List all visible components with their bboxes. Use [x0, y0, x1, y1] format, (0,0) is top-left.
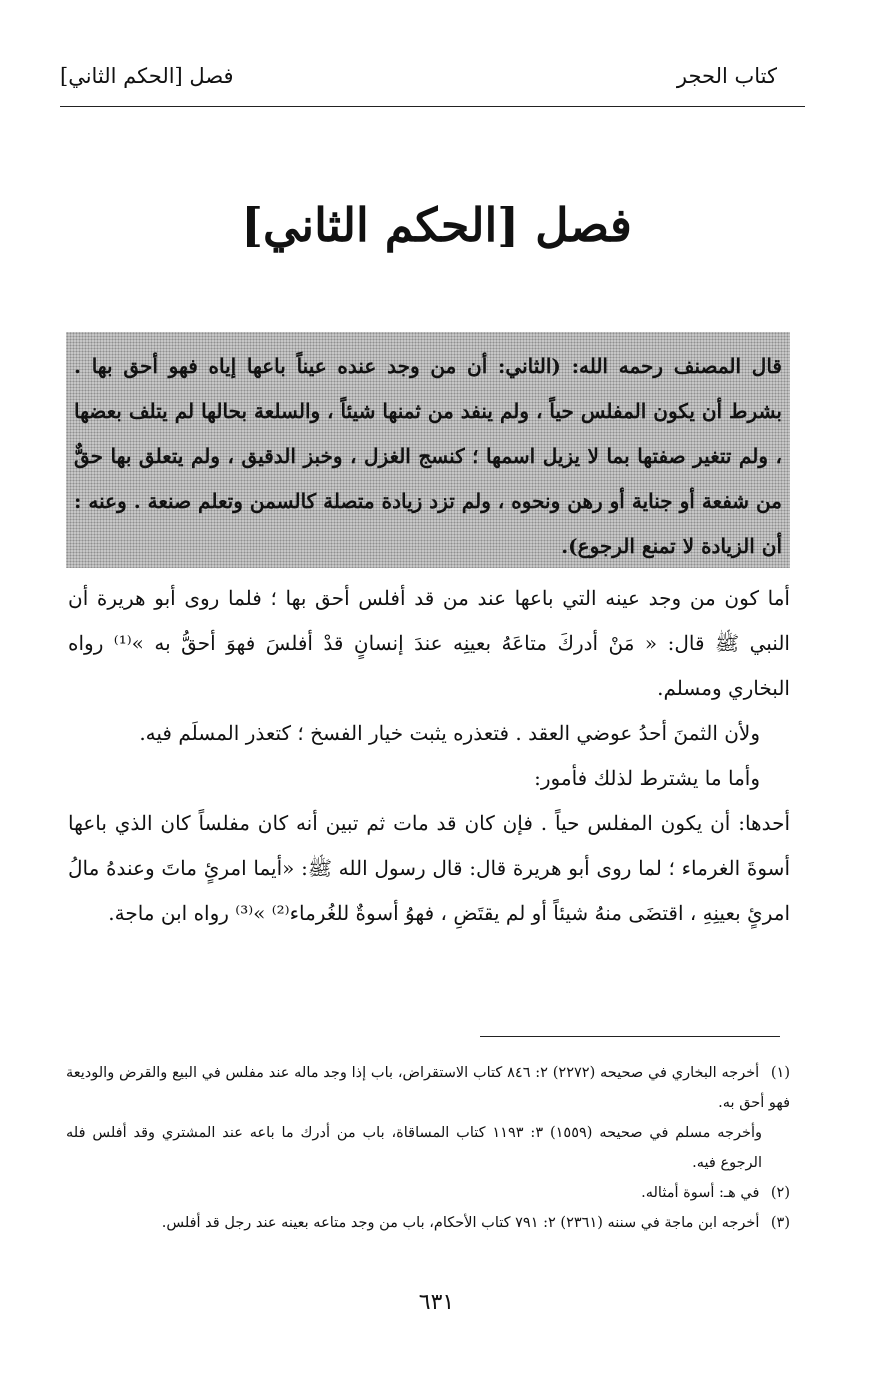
body-text — [68, 576, 790, 936]
page-number: ٦٣١ — [418, 1290, 455, 1315]
footnotes — [66, 1058, 790, 1238]
paragraph: أحدها: أن يكون المفلس حياً . فإن كان قد مات ثم تبين أنه كان مفلساً كان الذي باعها أسوةَ الغرماء ؛ لما روى أبو هريرة قال: قال رسول الله ﷺ: «أيما امرئٍ ماتَ وعندهُ مالُ امرئٍ بعينِهِ ، اقتضَى منهُ شيئاً أو لم يقتَضِ ، فهوُ أسوةٌ للغُرماء⁽²⁾ »⁽³⁾ رواه ابن ماجة. — [68, 811, 790, 925]
footnote-number: (٢) — [770, 1185, 790, 1201]
footnote-text: في هـ: أسوة أمثاله. — [641, 1185, 760, 1201]
section-title: فصل [الحكم الثاني] — [60, 64, 234, 88]
paragraph: وأما ما يشترط لذلك فأمور: — [534, 766, 760, 790]
footnote — [66, 1118, 790, 1178]
footnote-text: أخرجه ابن ماجة في سننه (٢٣٦١) ٢: ٧٩١ كتاب الأحكام، باب من وجد متاعه بعينه عند رجل قد أفلس. — [161, 1215, 760, 1231]
paragraph: ولأن الثمنَ أحدُ عوضي العقد . فتعذره يثبت خيار الفسخ ؛ كتعذر المسلَم فيه. — [139, 721, 760, 745]
book-title: كتاب الحجر — [676, 64, 777, 88]
chapter-title: فصل [الحكم الثاني] — [241, 198, 632, 252]
footnote — [66, 1208, 790, 1238]
footnote — [66, 1178, 790, 1208]
footnote-divider — [480, 1036, 780, 1037]
running-header — [60, 52, 805, 107]
footnote-number: (٣) — [770, 1215, 790, 1231]
footnote-number: (١) — [770, 1065, 790, 1081]
footnote — [66, 1058, 790, 1118]
footnote-text: وأخرجه مسلم في صحيحه (١٥٥٩) ٣: ١١٩٣ كتاب المساقاة، باب من أدرك ما باعه عند المشتري وقد أفلس فله الرجوع فيه. — [66, 1125, 762, 1171]
paragraph: أما كون من وجد عينه التي باعها عند من قد أفلس أحق بها ؛ فلما روى أبو هريرة أن النبي ﷺ قال: « مَنْ أدركَ متاعَهُ بعينِه عندَ إنسانٍ قدْ أفلسَ فهوَ أحقُّ به »⁽¹⁾ رواه البخاري ومسلم. — [68, 586, 790, 700]
quoted-text-block: قال المصنف رحمه الله: (الثاني: أن من وجد عنده عيناً باعها إياه فهو أحق بها . بشرط أن يكون المفلس حياً ، ولم ينفد من ثمنها شيئاً ، والسلعة بحالها لم يتلف بعضها ، ولم تتغير صفتها بما لا يزيل اسمها ؛ كنسج الغزل ، وخبز الدقيق ، ولم يتعلق بها حقٌّ من شفعة أو جناية أو رهن ونحوه ، ولم تزد زيادة متصلة كالسمن وتعلم صنعة . وعنه : أن الزيادة لا تمنع الرجوع). — [66, 332, 790, 568]
footnote-text: أخرجه البخاري في صحيحه (٢٢٧٢) ٢: ٨٤٦ كتاب الاستقراض، باب إذا وجد ماله عند مفلس في البيع والقرض والوديعة فهو أحق به. — [66, 1065, 790, 1111]
